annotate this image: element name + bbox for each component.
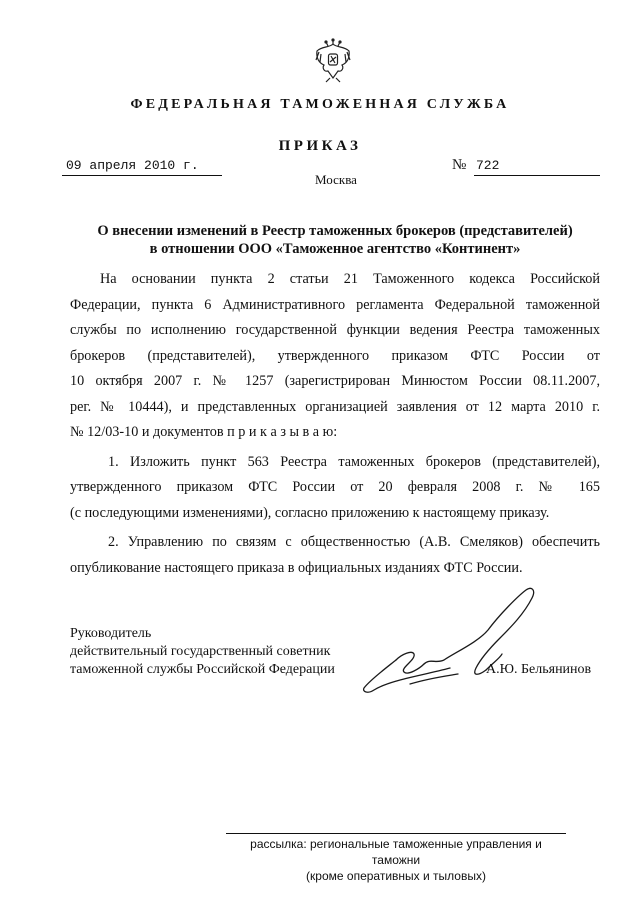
body-line: На основании пункта 2 статьи 21 Таможенного кодекса Российской bbox=[100, 271, 600, 287]
signatory-title-line: Руководитель bbox=[70, 626, 152, 641]
signatory-title-line: таможенной службы Российской Федерации bbox=[70, 662, 335, 677]
agency-name: ФЕДЕРАЛЬНАЯ ТАМОЖЕННАЯ СЛУЖБА bbox=[130, 97, 510, 112]
distribution-line: рассылка: региональные таможенные управления и таможни bbox=[250, 837, 542, 867]
distribution-divider bbox=[226, 833, 566, 834]
body-line: рег. № 10444), и представленных организацией заявления от 12 марта 2010 г. bbox=[70, 398, 600, 415]
item1-line: (с последующими изменениями), согласно приложению к настоящему приказу. bbox=[70, 504, 550, 521]
heading-line: в отношении ООО «Таможенное агентство «Континент» bbox=[149, 241, 521, 257]
order-date: 09 апреля 2010 г. bbox=[62, 157, 222, 176]
distribution-list bbox=[226, 836, 566, 884]
item2-line: 2. Управлению по связям с общественностью (А.В. Смеляков) обеспечить bbox=[108, 534, 600, 550]
city: Москва bbox=[315, 172, 357, 187]
signatory-title-line: действительный государственный советник bbox=[70, 644, 331, 659]
handwritten-signature bbox=[360, 584, 570, 706]
number-sign: № bbox=[452, 157, 467, 173]
state-emblem-icon bbox=[312, 38, 354, 84]
item1-line: утвержденного приказом ФТС России от 20 февраля 2008 г. № 165 bbox=[70, 479, 600, 495]
signatory-name: А.Ю. Бельянинов bbox=[486, 662, 592, 677]
body-line: Федерации, пункта 6 Административного регламента Федеральной таможенной bbox=[70, 296, 600, 313]
heading-line: О внесении изменений в Реестр таможенных брокеров (представителей) bbox=[97, 223, 573, 239]
order-heading bbox=[70, 222, 600, 258]
body-line: 10 октября 2007 г. № 1257 (зарегистрирован Минюстом России 08.11.2007, bbox=[70, 373, 600, 389]
document-type: ПРИКАЗ bbox=[278, 138, 362, 154]
signatory-title bbox=[70, 625, 335, 679]
order-body bbox=[70, 267, 600, 581]
body-line: брокеров (представителей), утвержденного приказом ФТС России от bbox=[70, 347, 600, 364]
distribution-line: (кроме оперативных и тыловых) bbox=[306, 869, 486, 883]
item2-line: опубликование настоящего приказа в официальных изданиях ФТС России. bbox=[70, 559, 523, 576]
item1-line: 1. Изложить пункт 563 Реестра таможенных брокеров (представителей), bbox=[108, 453, 600, 470]
body-line: службы по исполнению государственной функции ведения Реестра таможенных bbox=[70, 322, 600, 338]
order-number: 722 bbox=[474, 157, 600, 176]
body-line: № 12/03-10 и документов п р и к а з ы в а ю: bbox=[70, 424, 338, 440]
